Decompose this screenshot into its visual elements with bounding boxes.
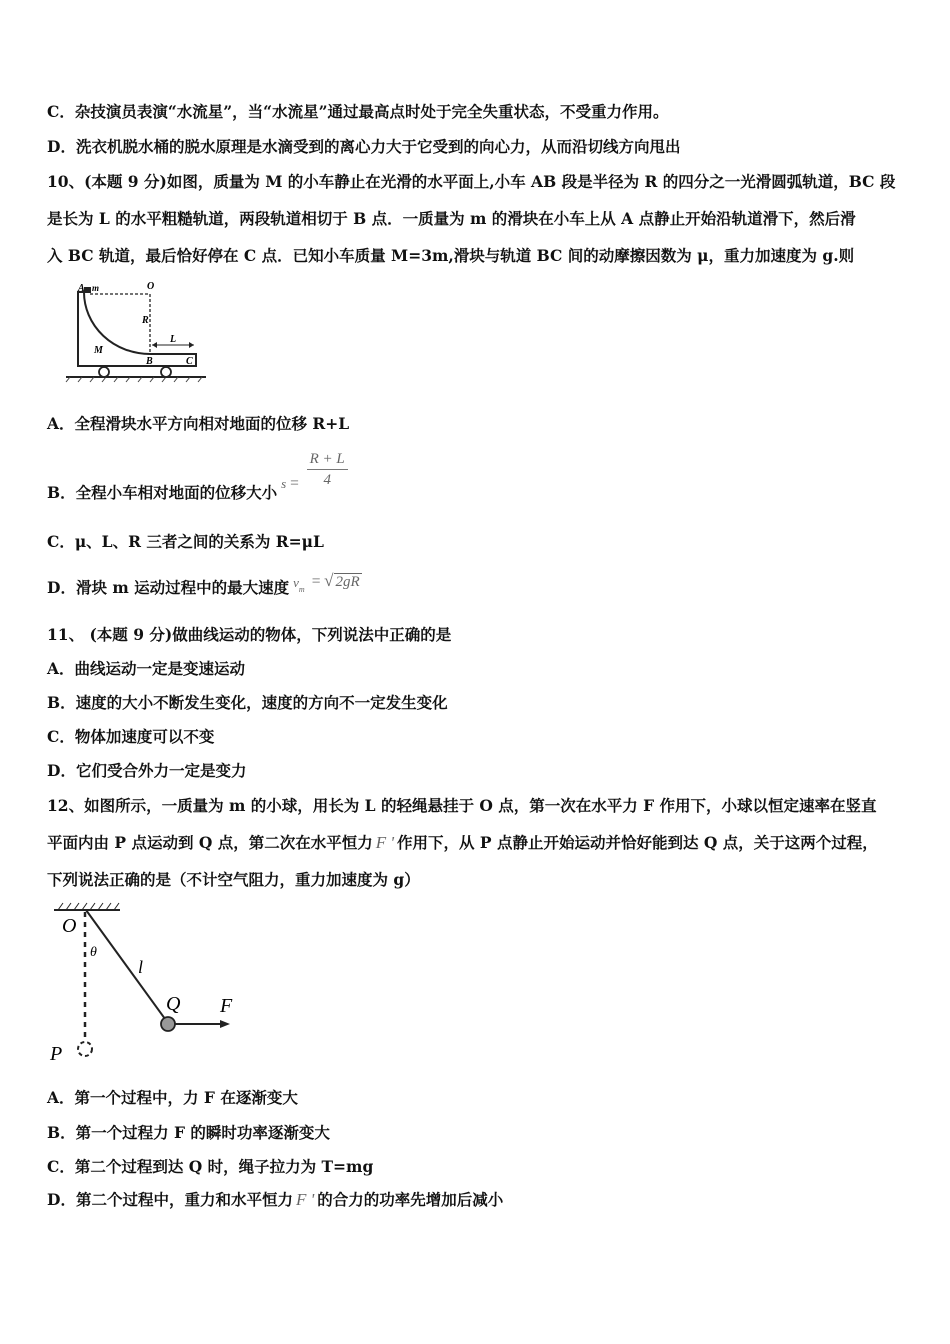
q12-stem-line2: [47, 833, 878, 853]
q11-option-d: D．它们受合外力一定是变力: [47, 761, 247, 780]
q12-option-d-f-prime: F ': [295, 1190, 315, 1209]
q10-option-b-fraction: [307, 449, 348, 490]
q12-option-d-start: D．第二个过程中，重力和水平恒力: [47, 1190, 293, 1209]
q11-stem: 11、 (本题 9 分)做曲线运动的物体，下列说法中正确的是: [47, 625, 452, 644]
q11-option-c: C．物体加速度可以不变: [47, 727, 215, 746]
sqrt-icon: √: [324, 571, 334, 590]
q9-option-d: D．洗衣机脱水桶的脱水原理是水滴受到的离心力大于它受到的向心力，从而沿切线方向甩出: [47, 137, 681, 156]
q10-label-o: O: [147, 281, 155, 292]
q10-option-d: D．滑块 m 运动过程中的最大速度: [47, 578, 290, 597]
q11-option-a: A．曲线运动一定是变速运动: [47, 659, 246, 678]
q10-option-d-row: [47, 568, 362, 598]
q12-stem-f-prime: F ': [375, 833, 395, 852]
q9-option-c: C．杂技演员表演“水流星”，当“水流星”通过最高点时处于完全失重状态，不受重力作用。: [47, 102, 669, 121]
q10-option-b-s: s: [281, 475, 287, 491]
q10-stem-line3: 入 BC 轨道，最后恰好停在 C 点．已知小车质量 M=3m,滑块与轨道 BC 间的动摩擦因数为 μ，重力加速度为 g.则: [47, 246, 855, 265]
q12-stem-line2-start: 平面内由 P 点运动到 Q 点，第二次在水平恒力: [47, 833, 373, 852]
q10-option-b-numerator: R + L: [307, 449, 348, 470]
q10-option-d-eq: =: [310, 573, 322, 590]
q12-option-d: [47, 1190, 503, 1210]
q11-option-b: B．速度的大小不断发生变化，速度的方向不一定发生变化: [47, 693, 448, 712]
q12-option-d-end: 的合力的功率先增加后减小: [317, 1190, 504, 1209]
q12-label-q: Q: [166, 993, 181, 1015]
q10-option-c: C．μ、L、R 三者之间的关系为 R=μL: [47, 532, 324, 551]
q12-pendulum-figure: [44, 898, 244, 1068]
q10-stem-line1: 10、(本题 9 分)如图，质量为 M 的小车静止在光滑的水平面上,小车 AB 段是半径为 R 的四分之一光滑圆弧轨道，BC 段: [47, 172, 896, 191]
q12-label-p: P: [50, 1043, 63, 1065]
q10-label-big-m: M: [94, 345, 103, 356]
q12-stem-line1: 12、如图所示，一质量为 m 的小球，用长为 L 的轻绳悬挂于 O 点，第一次在水平力 F 作用下，小球以恒定速率在竖直: [47, 796, 877, 815]
q10-option-d-v: v: [293, 575, 299, 590]
q10-option-a: A．全程滑块水平方向相对地面的位移 R+L: [47, 414, 350, 433]
q12-option-b: B．第一个过程力 F 的瞬时功率逐渐变大: [47, 1123, 330, 1142]
q12-label-o: O: [62, 915, 77, 937]
q10-option-d-radicand: 2gR: [335, 574, 360, 590]
q10-label-b: B: [146, 356, 153, 367]
q10-label-l: L: [170, 334, 177, 345]
q12-label-theta: θ: [90, 945, 97, 960]
q10-label-c: C: [186, 356, 193, 367]
q10-stem-line2: 是长为 L 的水平粗糙轨道，两段轨道相切于 B 点．一质量为 m 的滑块在小车上从 A 点静止开始沿轨道滑下，然后滑: [47, 209, 856, 228]
q10-option-b-denominator: 4: [323, 472, 331, 488]
q10-label-a: A: [78, 283, 85, 294]
q10-cart-figure: [62, 278, 212, 384]
q12-label-l: l: [138, 957, 144, 977]
q10-option-b-eq: =: [289, 474, 300, 492]
q10-label-r: R: [142, 315, 149, 326]
q12-option-a: A．第一个过程中，力 F 在逐渐变大: [47, 1088, 298, 1107]
q12-stem-line3: 下列说法正确的是（不计空气阻力，重力加速度为 g）: [47, 870, 420, 889]
q12-stem-line2-end: 作用下，从 P 点静止开始运动并恰好能到达 Q 点，关于这两个过程，: [397, 833, 878, 852]
q12-label-f: F: [220, 995, 233, 1017]
q10-option-d-sub: m: [298, 585, 305, 594]
q10-label-m: m: [92, 283, 100, 293]
q10-option-b: B．全程小车相对地面的位移大小: [47, 482, 278, 502]
q10-option-b-row: [47, 449, 348, 502]
q12-option-c: C．第二个过程到达 Q 时，绳子拉力为 T=mg: [47, 1157, 374, 1176]
